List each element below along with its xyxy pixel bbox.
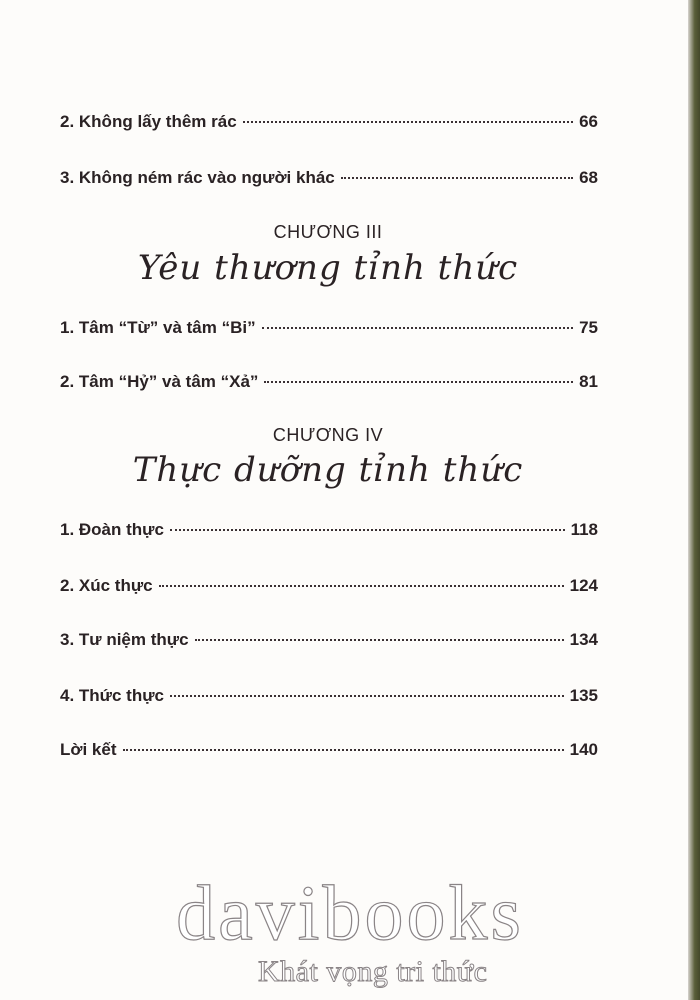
toc-entry xyxy=(60,112,598,132)
toc-entry-page: 135 xyxy=(569,686,598,705)
chapter-label: CHƯƠNG IV xyxy=(272,425,384,445)
toc-entry xyxy=(60,168,598,188)
toc-entry-title: 3. Không ném rác vào người khác xyxy=(60,168,335,187)
watermark-logo: davibooks xyxy=(176,869,524,956)
toc-entry-title: 2. Tâm “Hỷ” và tâm “Xả” xyxy=(60,372,259,391)
toc-entry xyxy=(60,630,598,650)
toc-leader-dots xyxy=(195,639,564,641)
toc-entry-title: 4. Thức thực xyxy=(60,686,164,705)
toc-leader-dots xyxy=(159,585,564,587)
toc-entry xyxy=(60,520,598,540)
toc-entry-page: 66 xyxy=(579,112,598,131)
toc-entry-page: 75 xyxy=(579,318,598,337)
chapter-title: Yêu thương tỉnh thức xyxy=(137,248,519,288)
toc-entry-page: 81 xyxy=(579,372,598,391)
toc-entry-page: 124 xyxy=(569,576,598,595)
toc-entry xyxy=(60,686,598,706)
toc-leader-dots xyxy=(262,327,573,329)
toc-entry-page: 134 xyxy=(569,630,598,649)
toc-leader-dots xyxy=(341,177,573,179)
book-spine-edge xyxy=(688,0,700,1000)
toc-leader-dots xyxy=(243,121,573,123)
toc-entry-title: 3. Tư niệm thực xyxy=(60,630,189,649)
toc-leader-dots xyxy=(170,529,565,531)
toc-entry-page: 140 xyxy=(569,740,598,759)
toc-entry-title: Lời kết xyxy=(60,740,117,759)
toc-entry xyxy=(60,740,598,760)
toc-entry-title: 2. Xúc thực xyxy=(60,576,153,595)
toc-entry-title: 1. Tâm “Từ” và tâm “Bi” xyxy=(60,318,256,337)
toc-leader-dots xyxy=(123,749,564,751)
watermark-tagline: Khát vọng tri thức xyxy=(258,955,488,988)
toc-leader-dots xyxy=(264,381,573,383)
toc-entry xyxy=(60,372,598,392)
toc-entry-title: 1. Đoàn thực xyxy=(60,520,164,539)
toc-entry-page: 68 xyxy=(579,168,598,187)
toc-entry-title: 2. Không lấy thêm rác xyxy=(60,112,237,131)
chapter-label: CHƯƠNG III xyxy=(273,222,383,242)
toc-entry xyxy=(60,318,598,338)
toc-leader-dots xyxy=(170,695,564,697)
toc-entry-page: 118 xyxy=(570,520,598,539)
chapter-title: Thực dưỡng tỉnh thức xyxy=(132,450,524,490)
toc-entry xyxy=(60,576,598,596)
